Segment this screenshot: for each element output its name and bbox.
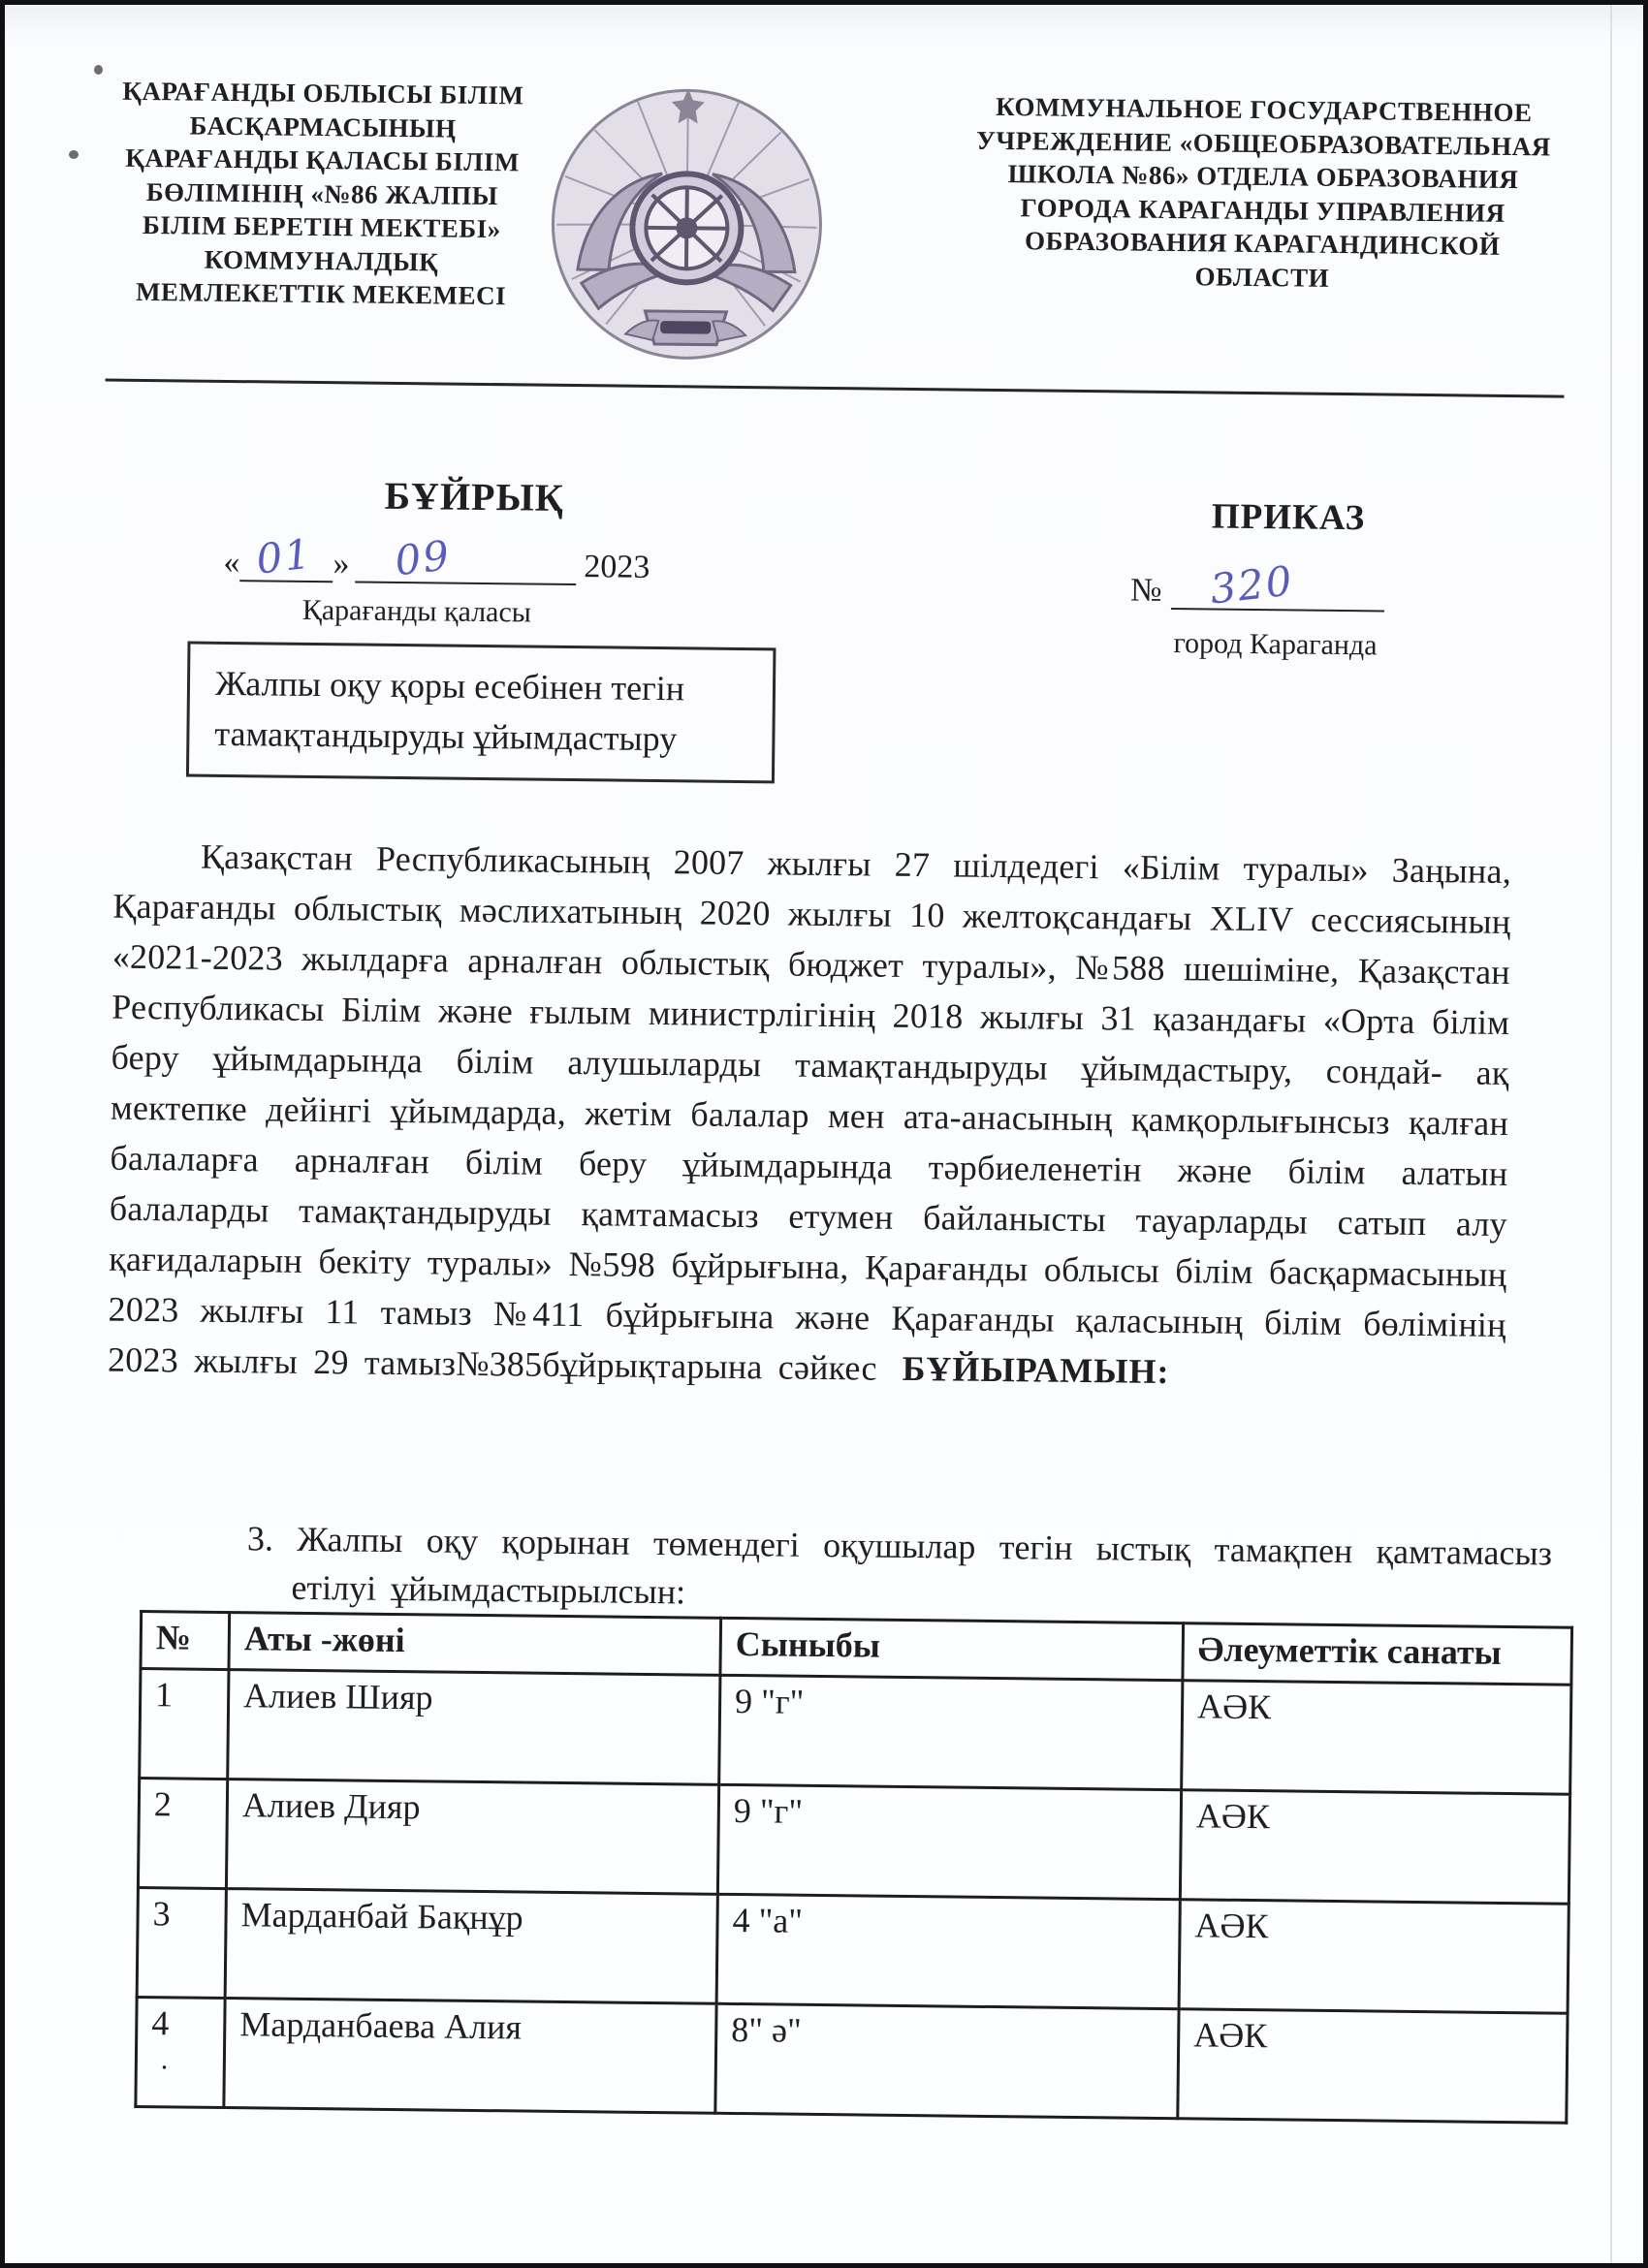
order-number	[1129, 556, 1385, 614]
order-subject-box	[186, 642, 776, 784]
order-date	[223, 529, 650, 586]
student-name: Марданбай Бақнұр	[225, 1889, 717, 2004]
row-number: 2	[138, 1779, 227, 1889]
quote-open: «	[223, 544, 240, 582]
col-header-number: №	[141, 1612, 230, 1670]
student-name: Алиев Дияр	[226, 1780, 718, 1895]
subject-line-2: тамақтандыруды ұйымдастыру	[214, 714, 678, 759]
row-number: 1	[140, 1669, 229, 1780]
student-grade: 9 "г"	[719, 1675, 1183, 1789]
student-category: АӘК	[1178, 2009, 1568, 2124]
table-row	[137, 1888, 1569, 2014]
table-row	[136, 1998, 1568, 2124]
student-grade: 4 "а"	[716, 1894, 1180, 2008]
students-table	[134, 1610, 1573, 2125]
preamble-text: Қазақстан Республикасының 2007 жылғы 27 шілдедегі «Білім туралы» Заңына, Қарағанды облыстық мәслихатының 2020 жылғы 10 желтоқсандағы XLIV сессиясының «2021-2023 жылдарға арналған облыстық бюджет туралы», №588 шешіміне, Қазақстан Республикасы Білім және ғылым министрлігінің 2018 жылғы 31 қазандағы «Орта білім беру ұйымдарында білім алушыларды тамақтандыруды ұйымдастыру, сондай- ақ мектепке дейінгі ұйымдарда, жетім балалар мен ата-анасының қамқорлығынсыз қалған балаларға арналған білім беру ұйымдарында тәрбиеленетін және білім алатын балаларды тамақтандыруды қамтамасыз етумен байланысты тауарларды сатып алу қағидаларын бекіту туралы» №598 бұйрығына, Қарағанды облысы білім басқармасының 2023 жылғы 11 тамыз №411 бұйрығына және Қарағанды қаласының білім бөлімінің 2023 жылғы 29 тамыз№385бұйрықтарына сәйкес	[107, 836, 1512, 1388]
number-sign: №	[1129, 572, 1162, 609]
order-title-kazakh: БҰЙРЫҚ	[384, 473, 565, 520]
row-number-note: .	[160, 2043, 169, 2076]
order-title-russian: ПРИКАЗ	[1211, 496, 1366, 539]
date-day-blank	[239, 529, 333, 583]
row-number-value: 4	[151, 2003, 170, 2043]
order-year: 2023	[584, 549, 650, 585]
student-category: АӘК	[1180, 1790, 1569, 1905]
student-grade: 8" ә"	[715, 2003, 1179, 2118]
place-russian: город Караганда	[1173, 627, 1378, 662]
org-name-kazakh: ҚАРАҒАНДЫ ОБЛЫСЫ БІЛІМ БАСҚАРМАСЫНЫҢ ҚАРАҒАНДЫ ҚАЛАСЫ БІЛІМ БӨЛІМІНІҢ «№86 ЖАЛПЫ БІЛІМ БЕРЕТІН МЕКТЕБІ» КОММУНАЛДЫҚ МЕМЛЕКЕТТІК МЕКЕМЕСІ	[122, 76, 524, 311]
handwritten-day: 01	[254, 529, 315, 583]
col-header-grade: Сыныбы	[720, 1618, 1184, 1680]
header-divider	[106, 379, 1565, 398]
table-row	[140, 1669, 1571, 1795]
order-item-3: 3. Жалпы оқу қорынан төмендегі оқушылар тегін ыстық тамақпен қамтамасыз етілуі ұйымдастырылсын:	[246, 1519, 1553, 1612]
coat-of-arms-kazakhstan-image	[536, 79, 838, 373]
col-header-category: Әлеуметтік санаты	[1183, 1623, 1572, 1685]
row-number	[136, 1998, 225, 2108]
row-number: 3	[137, 1888, 226, 1999]
col-header-name: Аты -жөні	[229, 1613, 721, 1676]
student-name: Алиев Шияр	[228, 1670, 720, 1785]
student-grade: 9 "г"	[717, 1784, 1181, 1899]
quote-close: »	[333, 546, 350, 583]
handwritten-number: 320	[1207, 556, 1296, 614]
number-blank	[1171, 556, 1384, 614]
subject-line-1: Жалпы оқу қоры есебінен тегін	[214, 663, 685, 709]
student-category: АӘК	[1179, 1900, 1569, 2014]
order-preamble	[108, 831, 1511, 1401]
date-month-blank	[355, 531, 576, 585]
student-category: АӘК	[1182, 1681, 1571, 1795]
table-row	[138, 1779, 1569, 1905]
org-name-russian: КОММУНАЛЬНОЕ ГОСУДАРСТВЕННОЕ УЧРЕЖДЕНИЕ «ОБЩЕОБРАЗОВАТЕЛЬНАЯ ШКОЛА №86» ОТДЕЛА ОБРАЗОВАНИЯ ГОРОДА КАРАГАНДЫ УПРАВЛЕНИЯ ОБРАЗОВАНИЯ КАРАГАНДИНСКОЙ ОБЛАСТИ	[975, 91, 1551, 293]
place-kazakh: Қарағанды қаласы	[301, 593, 532, 629]
handwritten-month: 09	[393, 531, 454, 585]
student-name: Марданбаева Алия	[224, 1999, 716, 2114]
resolution-word: БҰЙЫРАМЫН:	[902, 1348, 1170, 1392]
